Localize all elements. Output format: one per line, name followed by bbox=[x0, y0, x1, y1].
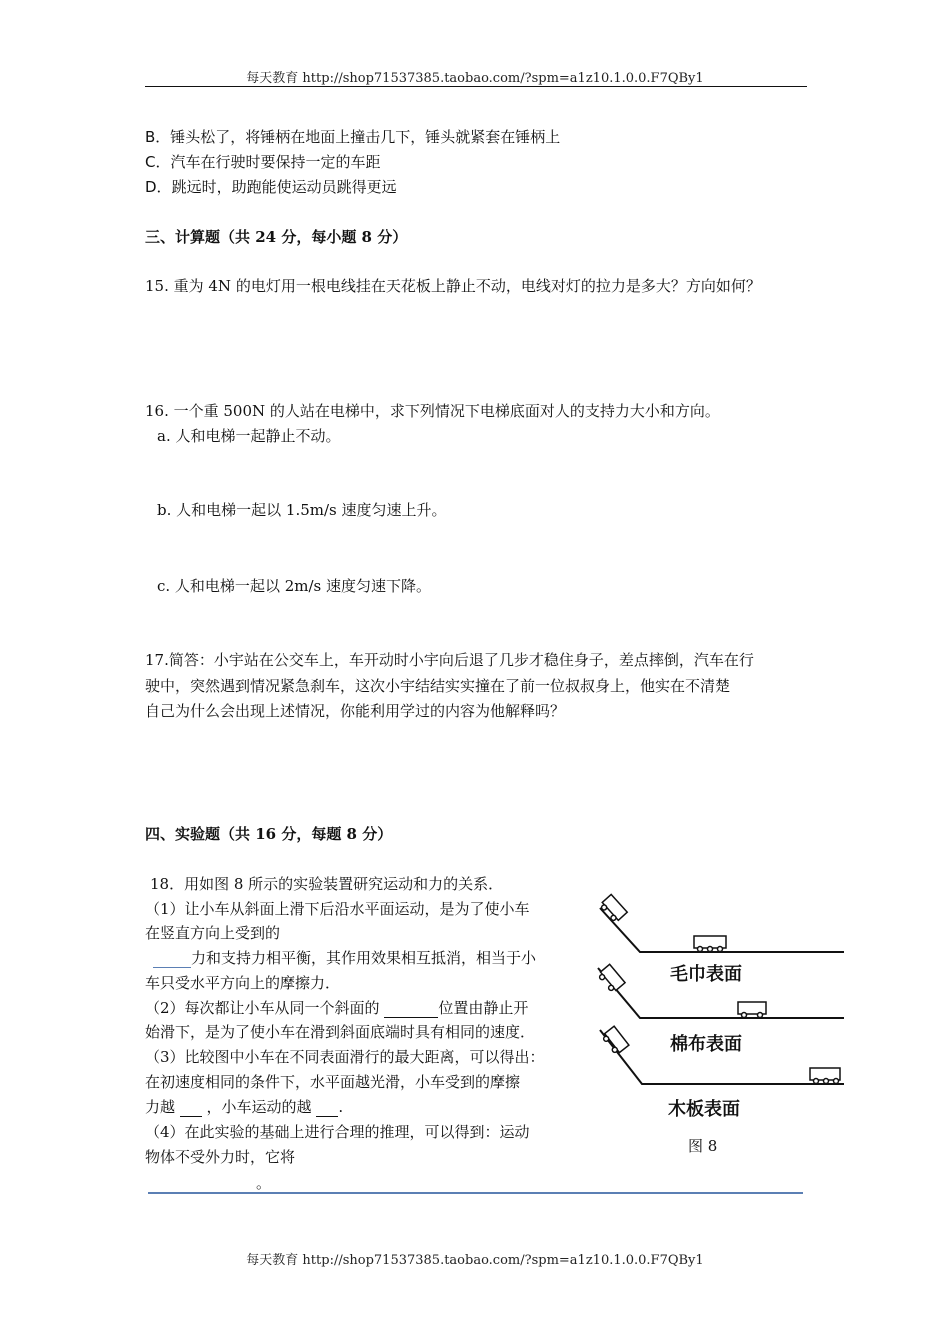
figure-caption: 图 8 bbox=[688, 1137, 718, 1155]
label-towel-surface: 毛巾表面 bbox=[670, 964, 742, 985]
q17-line3: 自己为什么会出现上述情况，你能利用学过的内容为他解释吗？ bbox=[145, 702, 566, 720]
q17-line2: 驶中，突然遇到情况紧急刹车，这次小宇结结实实撞在了前一位叔叔身上，他实在不清楚 bbox=[145, 677, 731, 695]
answer-blank-5[interactable] bbox=[160, 1176, 256, 1193]
q18-line5: 车只受水平方向上的摩擦力． bbox=[145, 974, 341, 992]
q17-line1: 17.简答：小宇站在公交车上，车开动时小宇向后退了几步才稳住身子，差点摔倒，汽车在行 bbox=[145, 651, 754, 669]
answer-blank-1[interactable] bbox=[153, 951, 191, 968]
option-c bbox=[145, 152, 381, 172]
q16-part-c: c. 人和电梯一起以 2m/s 速度匀速下降。 bbox=[157, 577, 431, 595]
option-b-text: 锤头松了，将锤柄在地面上撞击几下，锤头就紧套在锤柄上 bbox=[170, 128, 561, 146]
q18-line6-a: （2）每次都让小车从同一个斜面的 bbox=[145, 999, 385, 1017]
q18-line3: 在竖直方向上受到的 bbox=[145, 924, 281, 942]
option-d bbox=[145, 177, 397, 197]
page-header: 每天教育 http://shop71537385.taobao.com/?spm=a1z10.1.0.0.F7QBy1 bbox=[246, 71, 704, 86]
cart-on-slope-1-icon bbox=[599, 894, 627, 923]
page-footer: 每天教育 http://shop71537385.taobao.com/?spm=a1z10.1.0.0.F7QBy1 bbox=[246, 1253, 704, 1268]
cart-cotton-icon bbox=[738, 1002, 766, 1018]
label-cotton-surface: 棉布表面 bbox=[670, 1034, 742, 1055]
content-end-rule bbox=[148, 1192, 803, 1194]
q16-text: 16. 一个重 500N 的人站在电梯中，求下列情况下电梯底面对人的支持力大小和方向。 bbox=[145, 402, 720, 420]
q18-line9: 在初速度相同的条件下，水平面越光滑，小车受到的摩擦 bbox=[145, 1073, 521, 1091]
option-b-letter: B． bbox=[145, 128, 171, 146]
q18-line4-text: 力和支持力相平衡，其作用效果相互抵消，相当于小 bbox=[191, 949, 537, 967]
q18-line10 bbox=[145, 1097, 343, 1117]
q16-part-b: b. 人和电梯一起以 1.5m/s 速度匀速上升。 bbox=[157, 501, 447, 519]
section3-title: 三、计算题（共 24 分，每小题 8 分） bbox=[145, 228, 408, 246]
q16-part-a: a. 人和电梯一起静止不动。 bbox=[157, 427, 341, 445]
option-c-letter: C． bbox=[145, 153, 171, 171]
label-wood-surface: 木板表面 bbox=[668, 1099, 740, 1120]
q18-line13 bbox=[160, 1173, 271, 1193]
cart-on-slope-3-icon bbox=[601, 1026, 629, 1055]
cart-on-slope-2-icon bbox=[597, 964, 625, 993]
q18-line1: 18．用如图 8 所示的实验装置研究运动和力的关系． bbox=[150, 875, 504, 893]
q18-line8: （3）比较图中小车在不同表面滑行的最大距离，可以得出： bbox=[145, 1048, 545, 1066]
header-rule bbox=[145, 86, 807, 87]
q18-line2: （1）让小车从斜面上滑下后沿水平面运动，是为了使小车 bbox=[145, 900, 530, 918]
q18-line13-text: 。 bbox=[256, 1174, 272, 1192]
q18-line7: 始滑下，是为了使小车在滑到斜面底端时具有相同的速度． bbox=[145, 1023, 536, 1041]
q18-line4 bbox=[153, 948, 536, 968]
option-d-text: 跳远时，助跑能使运动员跳得更远 bbox=[171, 178, 397, 196]
cart-wood-icon bbox=[810, 1068, 840, 1084]
cart-towel-icon bbox=[694, 936, 726, 952]
q18-line6-b: 位置由静止开 bbox=[438, 999, 529, 1017]
q18-line11: （4）在此实验的基础上进行合理的推理，可以得到：运动 bbox=[145, 1123, 530, 1141]
answer-blank-2[interactable] bbox=[384, 1001, 438, 1018]
answer-blank-4[interactable] bbox=[316, 1100, 338, 1117]
q18-line10-a: 力越 bbox=[145, 1098, 180, 1116]
option-b bbox=[145, 127, 560, 147]
section4-title: 四、实验题（共 16 分，每题 8 分） bbox=[145, 825, 393, 843]
option-c-text: 汽车在行驶时要保持一定的车距 bbox=[170, 153, 381, 171]
q18-line10-b: ，小车运动的越 bbox=[201, 1098, 317, 1116]
option-d-letter: D． bbox=[145, 178, 172, 196]
figure-8-diagram bbox=[590, 890, 844, 1130]
q18-line10-c: . bbox=[338, 1098, 344, 1116]
answer-blank-3[interactable] bbox=[180, 1100, 202, 1117]
q18-line6 bbox=[145, 998, 528, 1018]
q18-line12: 物体不受外力时，它将 bbox=[145, 1148, 296, 1166]
q15-text: 15. 重为 4N 的电灯用一根电线挂在天花板上静止不动，电线对灯的拉力是多大？方向如何？ bbox=[145, 277, 761, 295]
